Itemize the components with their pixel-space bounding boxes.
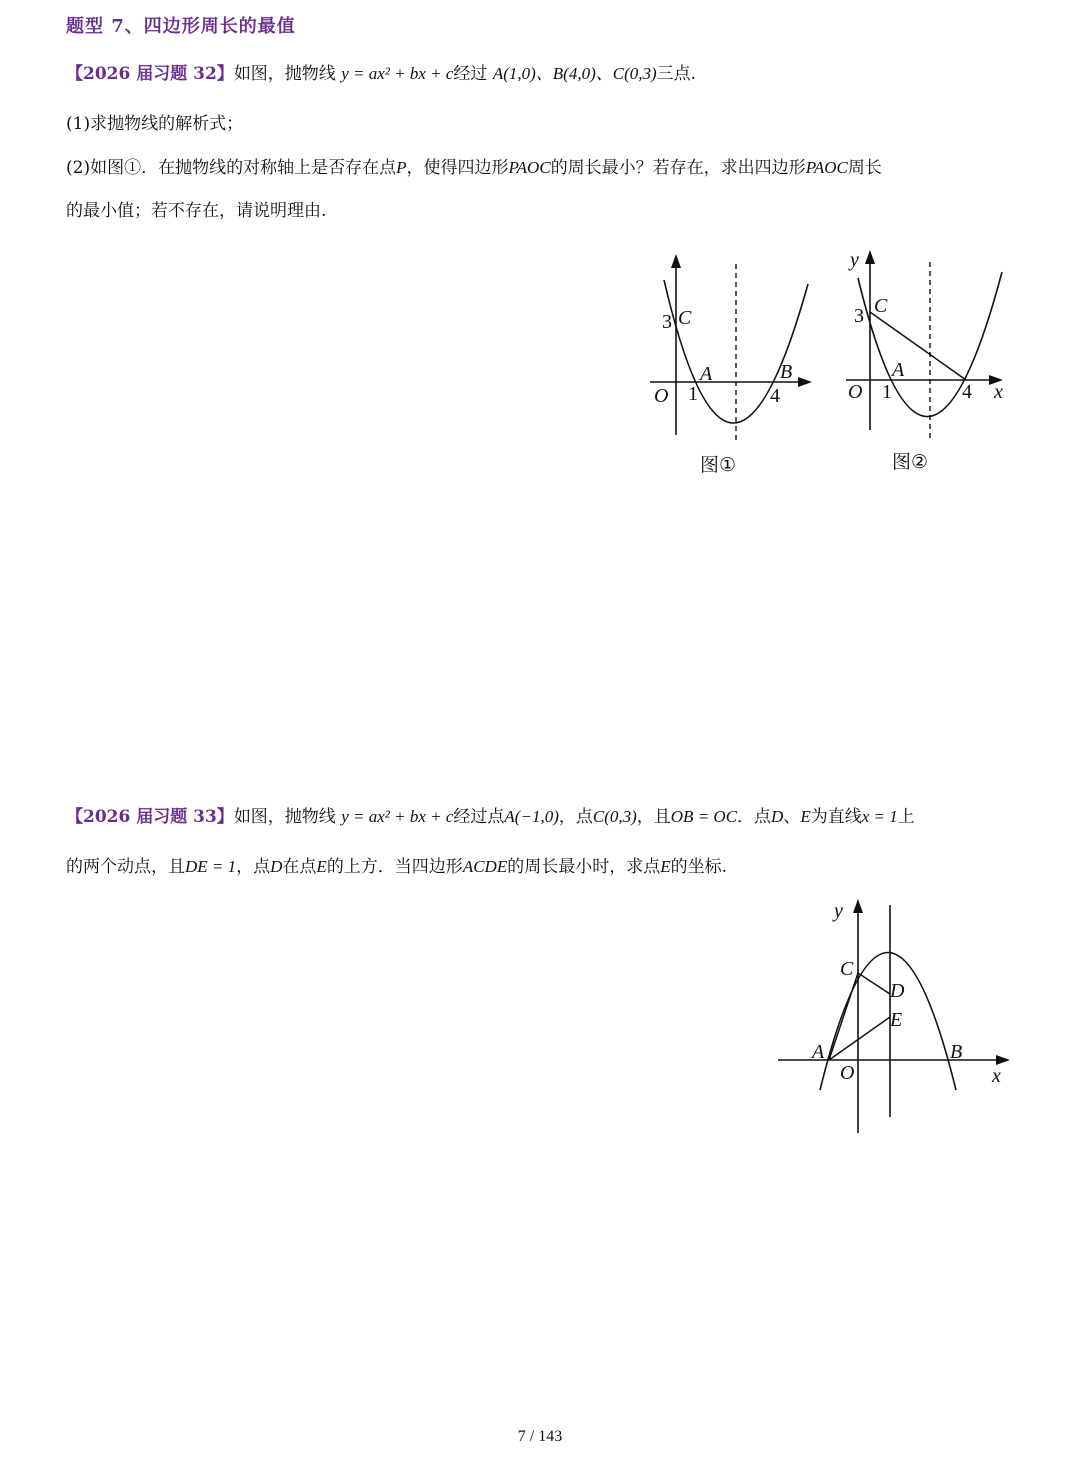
q32-part2-cont: 的最小值；若不存在，请说明理由. xyxy=(66,201,327,221)
q33-quad: ACDE xyxy=(462,857,508,876)
q32-part2 xyxy=(66,156,882,180)
segment-ae xyxy=(829,1017,890,1060)
q33-l2-e-text: 的周长最小时，求点 xyxy=(507,857,661,877)
q33-point-a: A(−1,0) xyxy=(504,807,559,826)
segment-cd xyxy=(858,973,890,994)
label-1: 1 xyxy=(688,383,698,405)
q32-stem xyxy=(66,62,696,86)
q33-point-c: C(0,3) xyxy=(592,807,637,826)
q33-stem-b: 经过点 xyxy=(453,807,505,827)
q32-part2-a: (2)如图①．在抛物线的对称轴上是否存在点 xyxy=(66,158,397,178)
label-y: y xyxy=(834,900,843,922)
q32-tag: 【2026 届习题 32】 xyxy=(66,64,234,84)
q33-equation: y = ax² + bx + c xyxy=(341,807,454,826)
q32-stem-b: 经过 xyxy=(453,64,488,84)
label-o: O xyxy=(848,381,863,403)
q33-l2-e2: E xyxy=(660,857,671,876)
segment-cb xyxy=(870,312,966,380)
q32-part2-c: 的周长最小？若存在，求出四边形 xyxy=(550,158,806,178)
label-e: E xyxy=(890,1009,903,1031)
label-a: A xyxy=(700,363,713,385)
q32-points: A(1,0)、B(4,0)、C(0,3) xyxy=(492,64,657,83)
q33-de: DE = 1 xyxy=(185,857,237,876)
q33-l2-a: 的两个动点，且 xyxy=(66,857,185,877)
q33-stem-e: ．点 xyxy=(737,807,772,827)
q32-part1: (1)求抛物线的解析式； xyxy=(66,114,244,134)
q33-d: D xyxy=(771,807,784,826)
q33-stem-c: ，点 xyxy=(558,807,593,827)
label-x: x xyxy=(994,381,1003,403)
label-c: C xyxy=(678,307,692,329)
q33-stem-a: 如图，抛物线 xyxy=(233,807,336,827)
q33-l2-d: D xyxy=(270,857,283,876)
q33-stem-g: 为直线 xyxy=(810,807,862,827)
q33-condition: OB = OC xyxy=(670,807,738,826)
label-3: 3 xyxy=(662,311,672,333)
q32-part2-b: ，使得四边形 xyxy=(406,158,509,178)
y-axis-arrow xyxy=(865,250,875,264)
figure-2-caption: 图② xyxy=(892,451,929,473)
q33-line-2 xyxy=(66,855,727,879)
q32-part2-d: 周长 xyxy=(847,158,882,178)
label-b: B xyxy=(950,1041,963,1063)
label-y: y xyxy=(850,249,859,271)
q33-l2-f: 的坐标. xyxy=(670,857,727,877)
q32-point-p: P xyxy=(396,158,407,177)
label-4: 4 xyxy=(770,385,780,407)
q33-l2-d-text: 的上方．当四边形 xyxy=(326,857,463,877)
q32-equation: y = ax² + bx + c xyxy=(341,64,454,83)
q33-l2-e: E xyxy=(316,857,327,876)
q32-figure-2 xyxy=(836,240,1026,480)
q32-quad-1: PAOC xyxy=(508,158,551,177)
q33-stem-f: 、 xyxy=(783,807,801,827)
q33-line-eq: x = 1 xyxy=(861,807,898,826)
label-a: A xyxy=(892,359,905,381)
label-a: A xyxy=(812,1041,825,1063)
y-axis-arrow xyxy=(671,254,681,268)
label-1: 1 xyxy=(882,381,892,403)
label-c: C xyxy=(840,958,854,980)
x-axis-arrow xyxy=(798,377,812,387)
figure-1-caption: 图① xyxy=(700,454,737,476)
q32-quad-2: PAOC xyxy=(805,158,848,177)
q32-figure-1 xyxy=(640,250,830,482)
q33-l2-c: 在点 xyxy=(282,857,317,877)
q33-tag: 【2026 届习题 33】 xyxy=(66,807,234,827)
y-axis-arrow xyxy=(853,899,863,913)
q32-stem-a: 如图，抛物线 xyxy=(233,64,336,84)
label-c: C xyxy=(874,295,888,317)
label-b: B xyxy=(780,361,793,383)
section-title: 题型 7、四边形周长的最值 xyxy=(66,16,296,37)
q33-e: E xyxy=(800,807,811,826)
q33-stem xyxy=(66,805,915,829)
q33-stem-h: 上 xyxy=(897,807,915,827)
label-x: x xyxy=(992,1065,1001,1087)
q32-stem-c: 三点. xyxy=(656,64,697,84)
label-d: D xyxy=(890,980,905,1002)
x-axis-arrow xyxy=(996,1055,1010,1065)
q33-l2-b: ，点 xyxy=(236,857,271,877)
label-3: 3 xyxy=(854,305,864,327)
q33-stem-d: ，且 xyxy=(636,807,671,827)
label-o: O xyxy=(840,1062,855,1084)
segment-ac xyxy=(829,973,858,1060)
page-number: 7 / 143 xyxy=(517,1428,563,1445)
label-4: 4 xyxy=(962,381,972,403)
q33-figure xyxy=(770,895,1020,1140)
label-o: O xyxy=(654,385,669,407)
